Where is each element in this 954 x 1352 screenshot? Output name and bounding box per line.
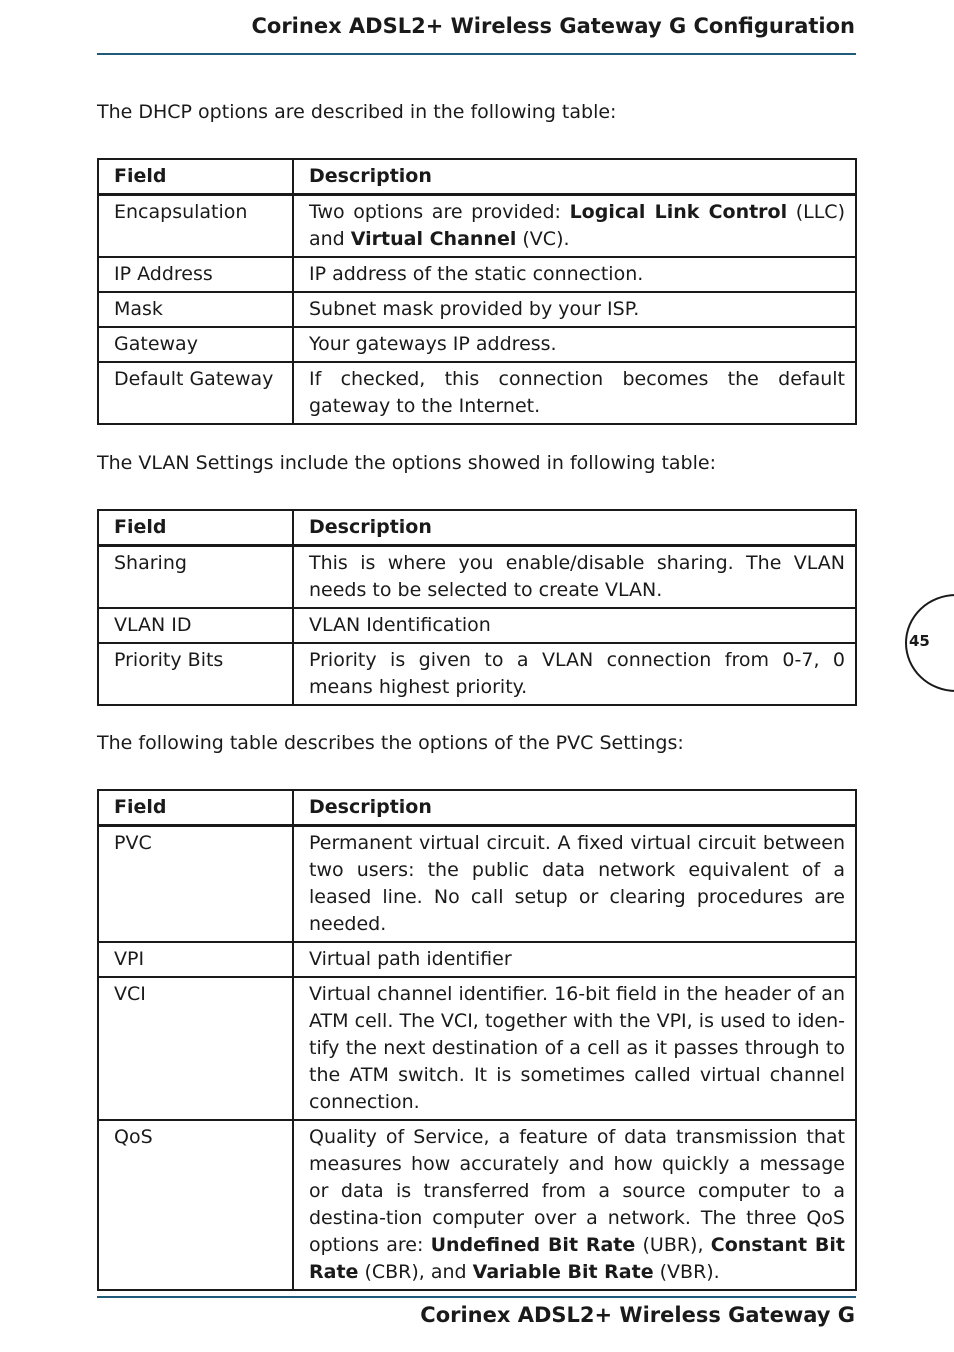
column-header-description: Description bbox=[293, 790, 856, 826]
description-text: VLAN Identification bbox=[309, 614, 491, 636]
description-cell bbox=[293, 942, 856, 977]
field-cell: VLAN ID bbox=[98, 608, 293, 643]
bold-term: Virtual Channel bbox=[350, 228, 517, 250]
table-row bbox=[98, 826, 856, 943]
description-text: Virtual channel identifier. 16-bit field in the header of an ATM cell. The VCI, together with the VPI, is used to iden-tify the next destination of a cell as it passes through to the ATM switch. It is sometimes called virtual channel connection. bbox=[309, 983, 845, 1113]
table-row bbox=[98, 977, 856, 1120]
description-text: Priority is given to a VLAN connection from 0-7, 0 means highest priority. bbox=[309, 649, 845, 698]
table-row bbox=[98, 546, 856, 609]
description-cell bbox=[293, 327, 856, 362]
field-cell: IP Address bbox=[98, 257, 293, 292]
column-header-description: Description bbox=[293, 159, 856, 195]
description-text: (VBR). bbox=[653, 1261, 720, 1283]
description-text: (CBR), and bbox=[358, 1261, 473, 1283]
pvc-intro: The following table describes the options of the PVC Settings: bbox=[97, 732, 684, 754]
table-row bbox=[98, 608, 856, 643]
description-text: Subnet mask provided by your ISP. bbox=[309, 298, 640, 320]
column-header-field: Field bbox=[98, 790, 293, 826]
description-text: IP address of the static connection. bbox=[309, 263, 644, 285]
column-header-description: Description bbox=[293, 510, 856, 546]
page-header-title: Corinex ADSL2+ Wireless Gateway G Configuration bbox=[251, 14, 855, 38]
dhcp-options-table bbox=[97, 158, 857, 425]
table-row bbox=[98, 257, 856, 292]
pvc-settings-table bbox=[97, 789, 857, 1291]
description-cell bbox=[293, 826, 856, 943]
table-header-row bbox=[98, 790, 856, 826]
description-cell bbox=[293, 257, 856, 292]
page-number: 45 bbox=[909, 632, 930, 650]
description-text: (UBR), bbox=[635, 1234, 711, 1256]
description-text: Quality of Service, a feature of data transmission that measures how accurately and how quickly a message or data is transferred from a source computer to a destina-tion computer over a network. The three QoS options are: bbox=[309, 1126, 845, 1256]
description-cell bbox=[293, 1120, 856, 1290]
description-text: This is where you enable/disable sharing. The VLAN needs to be selected to create VLAN. bbox=[309, 552, 845, 601]
field-cell: QoS bbox=[98, 1120, 293, 1290]
column-header-field: Field bbox=[98, 510, 293, 546]
description-cell bbox=[293, 362, 856, 424]
page-footer-title: Corinex ADSL2+ Wireless Gateway G bbox=[420, 1303, 855, 1327]
bold-term: Variable Bit Rate bbox=[472, 1261, 654, 1283]
table-row bbox=[98, 327, 856, 362]
table-header-row bbox=[98, 159, 856, 195]
field-cell: Sharing bbox=[98, 546, 293, 609]
table-header-row bbox=[98, 510, 856, 546]
field-cell: VCI bbox=[98, 977, 293, 1120]
bold-term: Undefined Bit Rate bbox=[430, 1234, 636, 1256]
description-text: (LLC) and bbox=[309, 201, 845, 250]
table-row bbox=[98, 195, 856, 258]
column-header-field: Field bbox=[98, 159, 293, 195]
field-cell: Mask bbox=[98, 292, 293, 327]
footer-rule bbox=[97, 1296, 856, 1298]
description-text: Two options are provided: bbox=[309, 201, 570, 223]
table-row bbox=[98, 643, 856, 705]
table-row bbox=[98, 1120, 856, 1290]
description-cell bbox=[293, 643, 856, 705]
description-text: Permanent virtual circuit. A fixed virtual circuit between two users: the public data network equivalent of a leased line. No call setup or clearing procedures are needed. bbox=[309, 832, 845, 935]
vlan-intro: The VLAN Settings include the options showed in following table: bbox=[97, 452, 716, 474]
field-cell: Gateway bbox=[98, 327, 293, 362]
description-cell bbox=[293, 195, 856, 258]
description-text: (VC). bbox=[516, 228, 570, 250]
field-cell: Default Gateway bbox=[98, 362, 293, 424]
description-text: If checked, this connection becomes the default gateway to the Internet. bbox=[309, 368, 845, 417]
field-cell: Encapsulation bbox=[98, 195, 293, 258]
bold-term: Logical Link Control bbox=[569, 201, 788, 223]
field-cell: Priority Bits bbox=[98, 643, 293, 705]
table-row bbox=[98, 362, 856, 424]
description-cell bbox=[293, 977, 856, 1120]
vlan-settings-table bbox=[97, 509, 857, 706]
table-row bbox=[98, 292, 856, 327]
description-text: Your gateways IP address. bbox=[309, 333, 557, 355]
bold-term: Constant Bit Rate bbox=[309, 1234, 846, 1283]
description-cell bbox=[293, 292, 856, 327]
description-cell bbox=[293, 608, 856, 643]
table-row bbox=[98, 942, 856, 977]
header-rule bbox=[97, 53, 856, 55]
field-cell: VPI bbox=[98, 942, 293, 977]
dhcp-intro: The DHCP options are described in the following table: bbox=[97, 101, 617, 123]
description-cell bbox=[293, 546, 856, 609]
description-text: Virtual path identifier bbox=[309, 948, 512, 970]
field-cell: PVC bbox=[98, 826, 293, 943]
